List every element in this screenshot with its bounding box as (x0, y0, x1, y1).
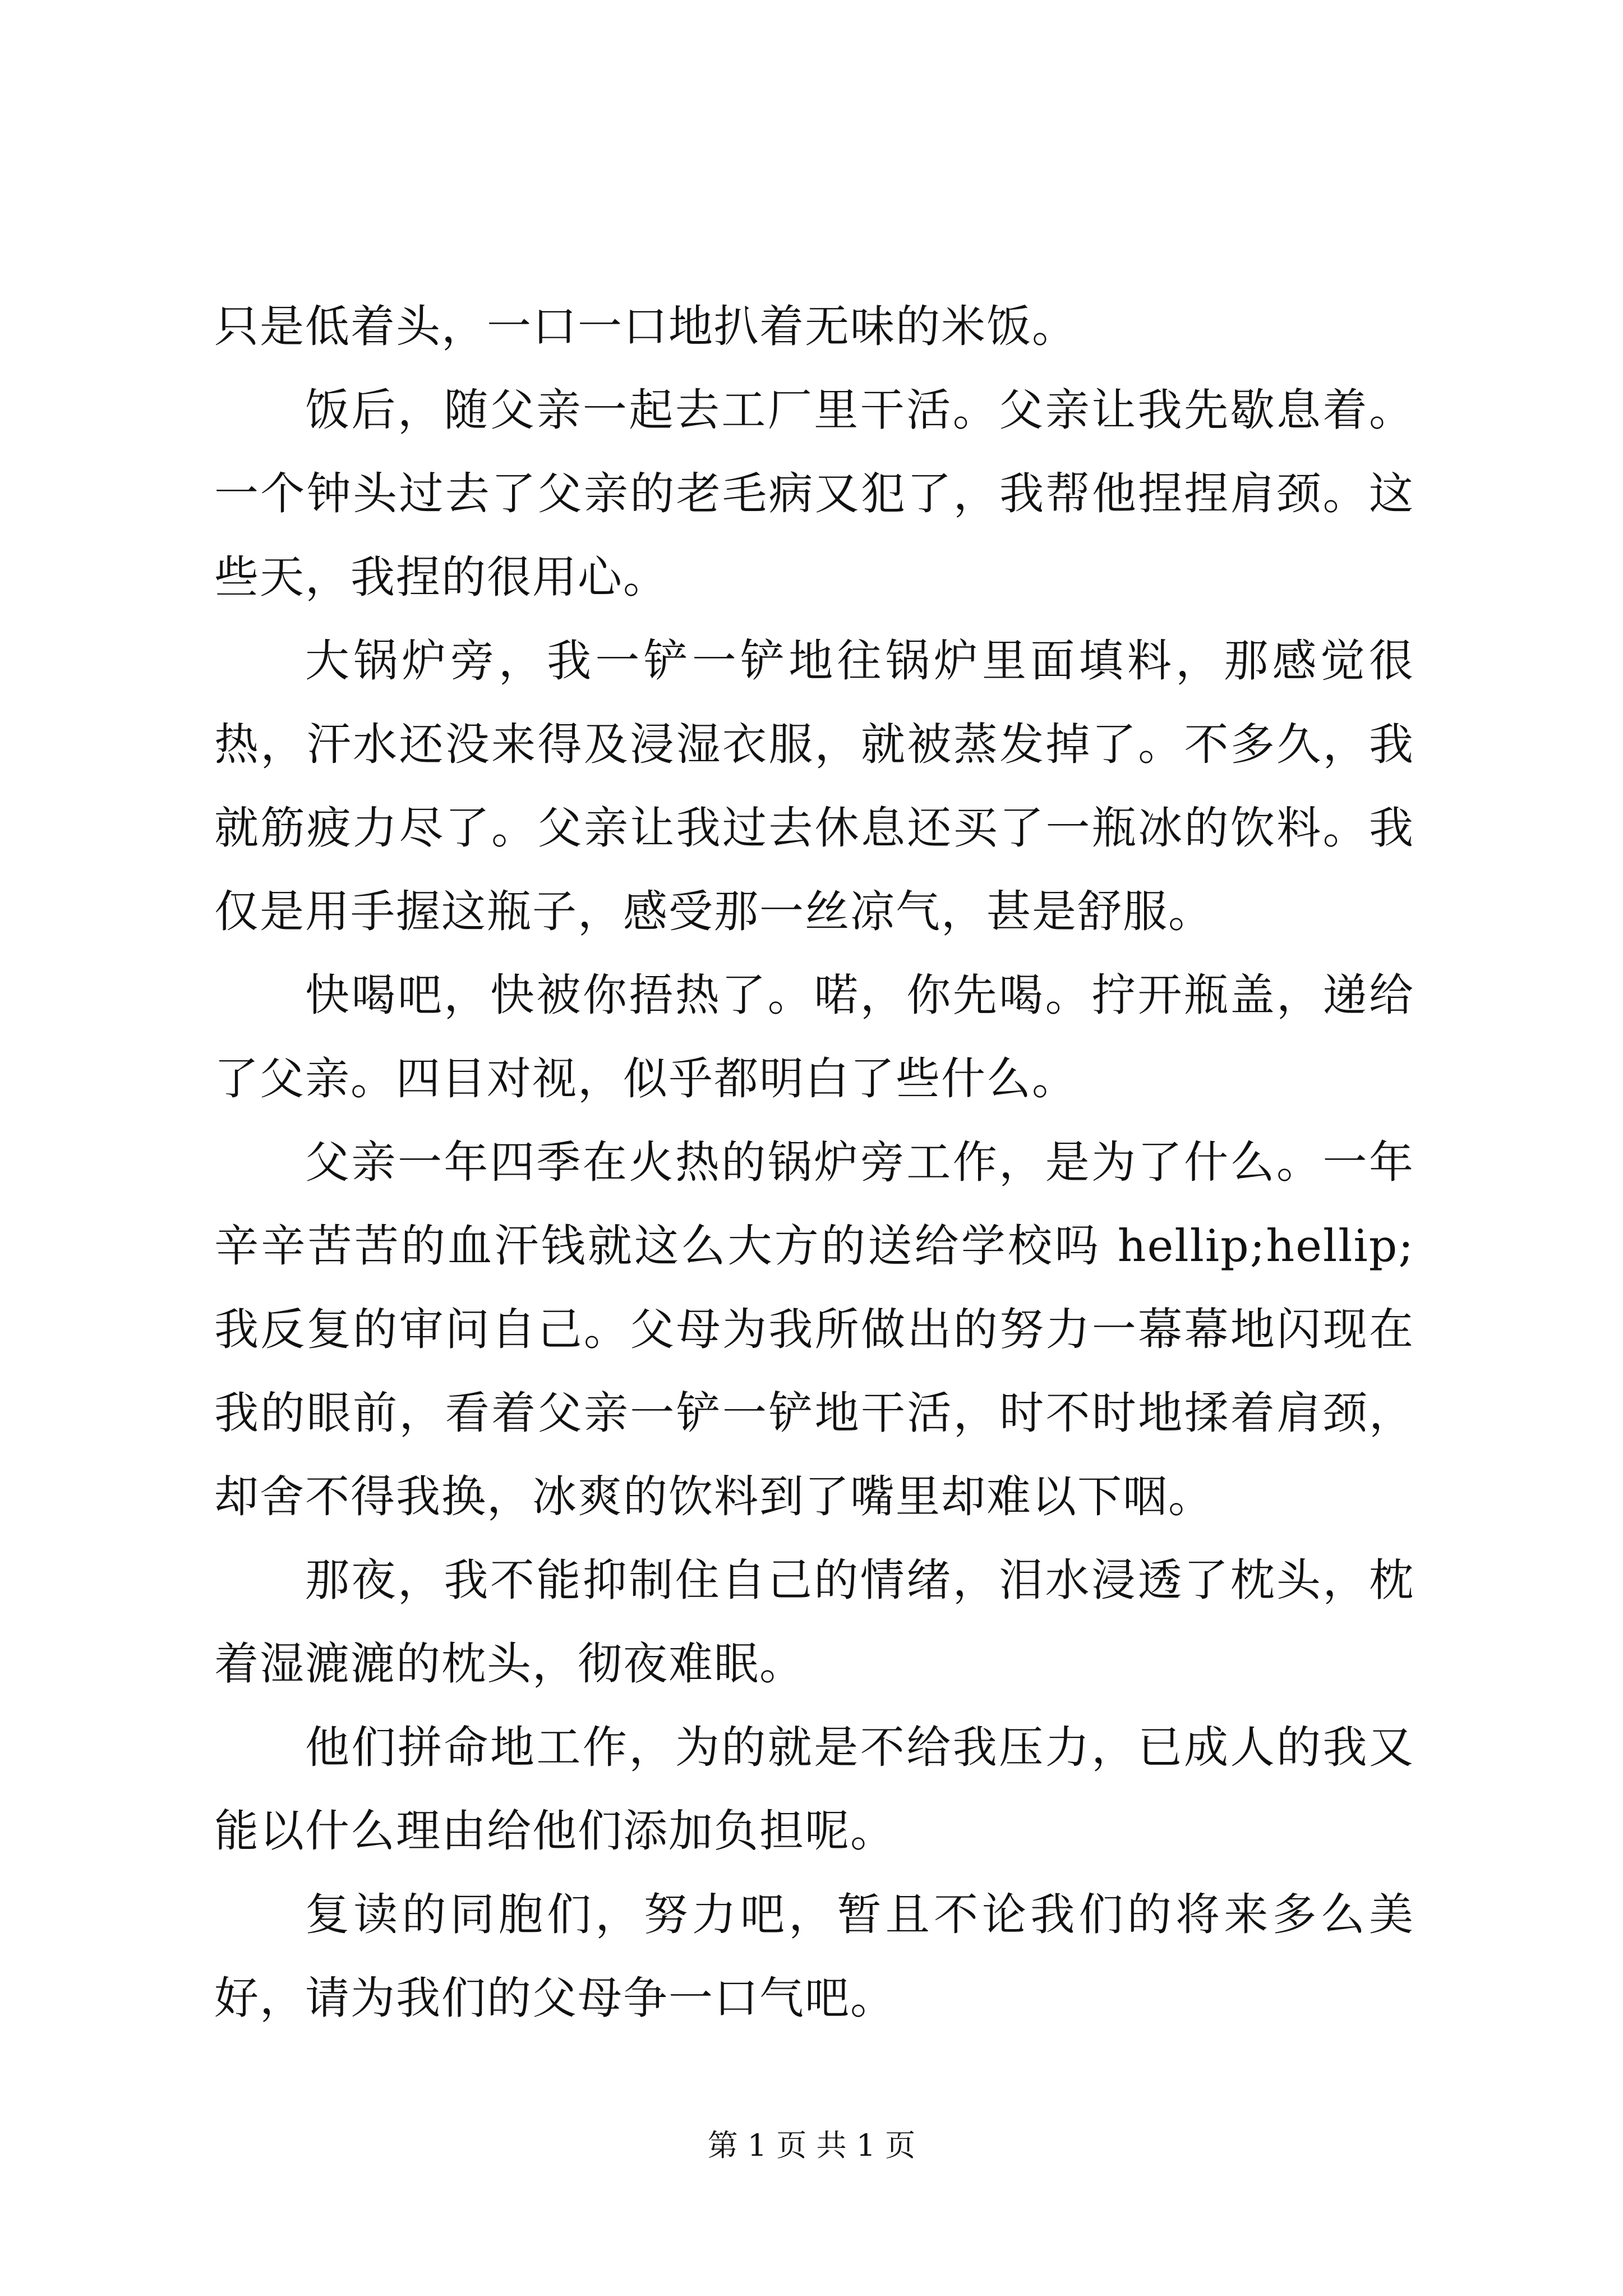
paragraph-1: 只是低着头，一口一口地扒着无味的米饭。 (214, 301, 1077, 352)
paragraph-7: 他们拼命地工作，为的就是不给我压力，已成人的我又能以什么理由给他们添加负担呢。 (214, 1722, 1414, 1857)
paragraph-4: 快喝吧，快被你捂热了。喏，你先喝。拧开瓶盖，递给了父亲。四目对视，似乎都明白了些什么。 (214, 969, 1414, 1105)
document-body (214, 285, 1414, 2040)
paragraph-2: 饭后，随父亲一起去工厂里干活。父亲让我先歇息着。一个钟头过去了父亲的老毛病又犯了，我帮他捏捏肩颈。这些天，我捏的很用心。 (214, 384, 1414, 603)
paragraph-8: 复读的同胞们，努力吧，暂且不论我们的将来多么美好，请为我们的父母争一口气吧。 (214, 1889, 1414, 2024)
paragraph-3: 大锅炉旁，我一铲一铲地往锅炉里面填料，那感觉很热，汗水还没来得及浸湿衣服，就被蒸发掉了。不多久，我就筋疲力尽了。父亲让我过去休息还买了一瓶冰的饮料。我仅是用手握这瓶子，感受那一丝凉气，甚是舒服。 (214, 635, 1414, 937)
page-footer: 第 1 页 共 1 页 (707, 2128, 916, 2163)
paragraph-6: 那夜，我不能抑制住自己的情绪，泪水浸透了枕头，枕着湿漉漉的枕头，彻夜难眠。 (214, 1554, 1414, 1690)
paragraph-5: 父亲一年四季在火热的锅炉旁工作，是为了什么。一年辛辛苦苦的血汗钱就这么大方的送给学校吗 hellip;hellip;我反复的审问自己。父母为我所做出的努力一幕幕地闪现在我的眼前，看着父亲一铲一铲地干活，时不时地揉着肩颈，却舍不得我换，冰爽的饮料到了嘴里却难以下咽。 (214, 1137, 1414, 1522)
